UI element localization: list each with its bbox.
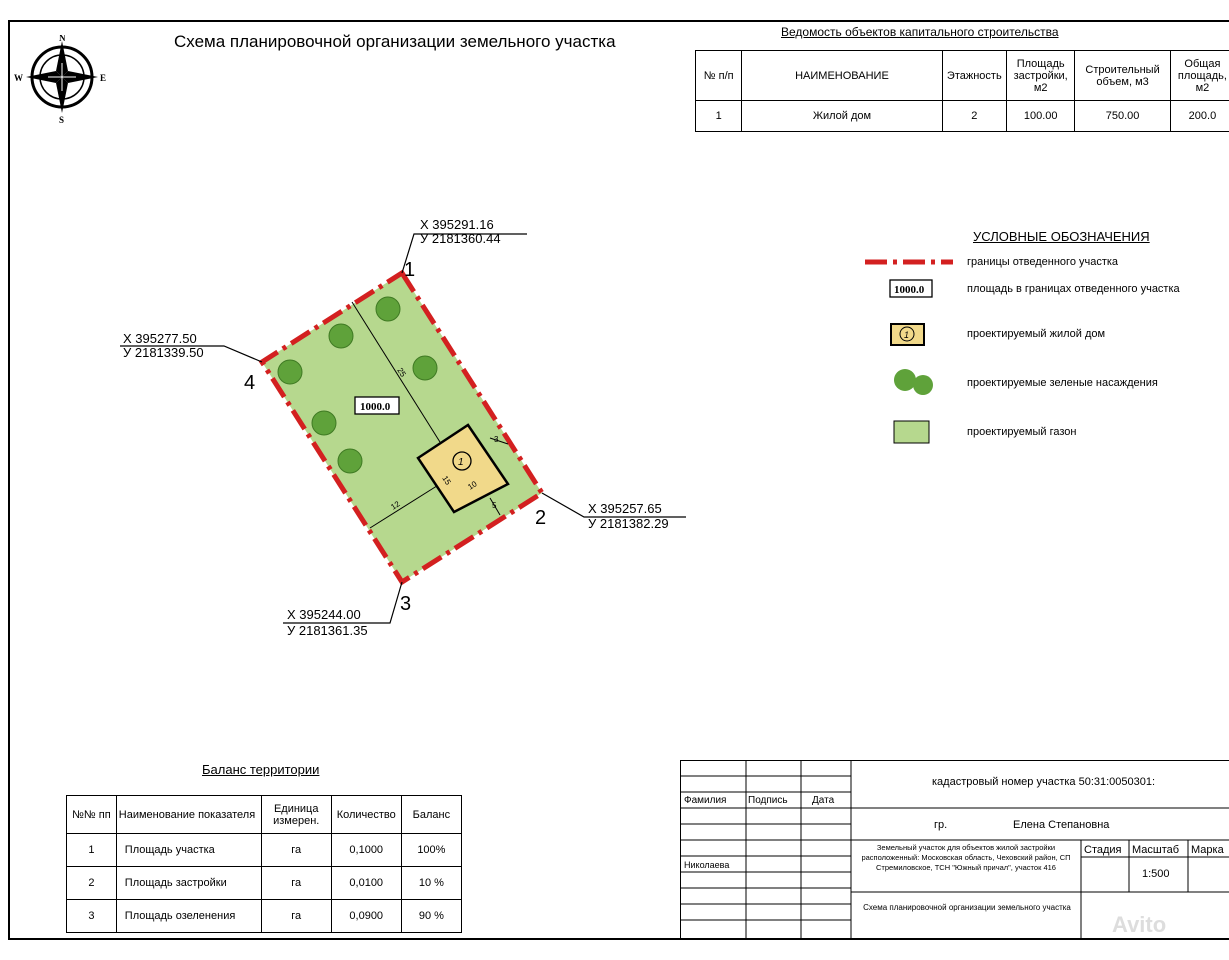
cadastral-number: кадастровый номер участка 50:31:0050301:: [932, 776, 1156, 788]
table-cell: 0,0100: [331, 867, 401, 900]
objects-header: Общая площадь, м2: [1170, 51, 1229, 101]
compass-w-label: W: [14, 73, 23, 83]
tb-col-header: Подпись: [748, 795, 788, 806]
table-cell: га: [261, 867, 331, 900]
objects-header: Площадь застройки, м2: [1007, 51, 1075, 101]
table-cell: 1: [696, 101, 742, 132]
table-cell: 100%: [401, 834, 461, 867]
table-cell: Площадь участка: [116, 834, 261, 867]
balance-header: Количество: [331, 796, 401, 834]
coord-x: Х 395244.00: [287, 607, 361, 622]
legend-house-sample: 1: [904, 330, 910, 340]
table-cell: га: [261, 834, 331, 867]
tb-col-header: Дата: [812, 795, 835, 806]
legend-samples: [863, 255, 963, 455]
table-cell: 750.00: [1075, 101, 1171, 132]
owner-prefix: гр.: [934, 819, 948, 831]
table-cell: 100.00: [1007, 101, 1075, 132]
area-label: 1000.0: [360, 401, 391, 413]
table-cell: 1: [67, 834, 117, 867]
tree-icon: [278, 360, 302, 384]
objects-header: НАИМЕНОВАНИЕ: [742, 51, 942, 101]
scale-header: Масштаб: [1132, 844, 1180, 856]
dim-12: 12: [389, 499, 402, 512]
tb-col-header: Фамилия: [684, 795, 727, 806]
site-description: Земельный участок для объектов жилой застройки расположенный: Московская область, Чеховский район, СП Стремиловское, ТСН "Южный причал", участок 416: [861, 843, 1071, 872]
balance-header: Наименование показателя: [116, 796, 261, 834]
table-cell: 2: [67, 867, 117, 900]
table-row: [67, 867, 462, 900]
tree-icon: [376, 297, 400, 321]
table-cell: 90 %: [401, 900, 461, 933]
page-title: Схема планировочной организации земельного участка: [174, 32, 616, 51]
mark-header: Марка: [1191, 844, 1224, 856]
legend-title: УСЛОВНЫЕ ОБОЗНАЧЕНИЯ: [973, 229, 1150, 244]
table-row: [67, 900, 462, 933]
coord-y: У 2181339.50: [123, 345, 204, 360]
legend-label: границы отведенного участка: [967, 256, 1119, 268]
objects-table-title: Ведомость объектов капитального строительства: [781, 25, 1059, 39]
table-cell: га: [261, 900, 331, 933]
table-cell: Площадь озеленения: [116, 900, 261, 933]
document-name: Схема планировочной организации земельного участка: [863, 903, 1071, 912]
point-number: 3: [400, 593, 412, 615]
objects-header: Строительный объем, м3: [1075, 51, 1171, 101]
tree-icon: [338, 449, 362, 473]
table-row: [67, 834, 462, 867]
objects-header: Этажность: [942, 51, 1007, 101]
dim-10: 10: [466, 479, 479, 492]
legend-area-sample: 1000.0: [894, 284, 925, 296]
balance-header: Единица измерен.: [261, 796, 331, 834]
dim-15: 15: [440, 474, 453, 487]
point-number: 2: [535, 507, 547, 529]
tree-icon: [329, 324, 353, 348]
coord-y: У 2181382.29: [588, 516, 669, 531]
legend-label: проектируемый жилой дом: [967, 328, 1106, 340]
tree-icon: [413, 356, 437, 380]
legend-label: площадь в границах отведенного участка: [967, 283, 1180, 295]
owner-name: Елена Степановна: [1013, 819, 1110, 831]
watermark: Avito: [1112, 912, 1167, 937]
tree-icon: [312, 411, 336, 435]
point-number: 4: [244, 372, 256, 394]
table-cell: Площадь застройки: [116, 867, 261, 900]
table-cell: 0,1000: [331, 834, 401, 867]
balance-header: №№ пп: [67, 796, 117, 834]
dim-3: 3: [494, 435, 499, 444]
coord-y: У 2181360.44: [420, 231, 501, 246]
table-cell: 2: [942, 101, 1007, 132]
balance-table: [66, 795, 462, 933]
legend-label: проектируемый газон: [967, 426, 1077, 438]
compass-e-label: E: [100, 73, 107, 83]
compass-s-label: S: [59, 115, 65, 125]
legend-label: проектируемые зеленые насаждения: [967, 377, 1158, 389]
coord-y: У 2181361.35: [287, 623, 368, 638]
table-cell: Жилой дом: [742, 101, 942, 132]
lawn-sample-icon: [894, 421, 929, 443]
scale-value: 1:500: [1142, 868, 1170, 880]
dim-25: 25: [395, 366, 408, 379]
coord-x: Х 395291.16: [420, 217, 494, 232]
compass-n-label: N: [59, 35, 66, 43]
table-cell: 200.0: [1170, 101, 1229, 132]
coord-x: Х 395277.50: [123, 331, 197, 346]
objects-header: № п/п: [696, 51, 742, 101]
balance-title: Баланс территории: [202, 762, 320, 777]
dim-5: 5: [492, 501, 497, 510]
point-number: 1: [404, 259, 416, 281]
coord-x: Х 395257.65: [588, 501, 662, 516]
author-name: Николаева: [684, 860, 730, 870]
balance-header: Баланс: [401, 796, 461, 834]
stage-header: Стадия: [1084, 844, 1122, 856]
table-cell: 0,0900: [331, 900, 401, 933]
house-label: 1: [458, 457, 464, 468]
table-cell: 3: [67, 900, 117, 933]
tree-sample-icon: [894, 369, 916, 391]
table-cell: 10 %: [401, 867, 461, 900]
